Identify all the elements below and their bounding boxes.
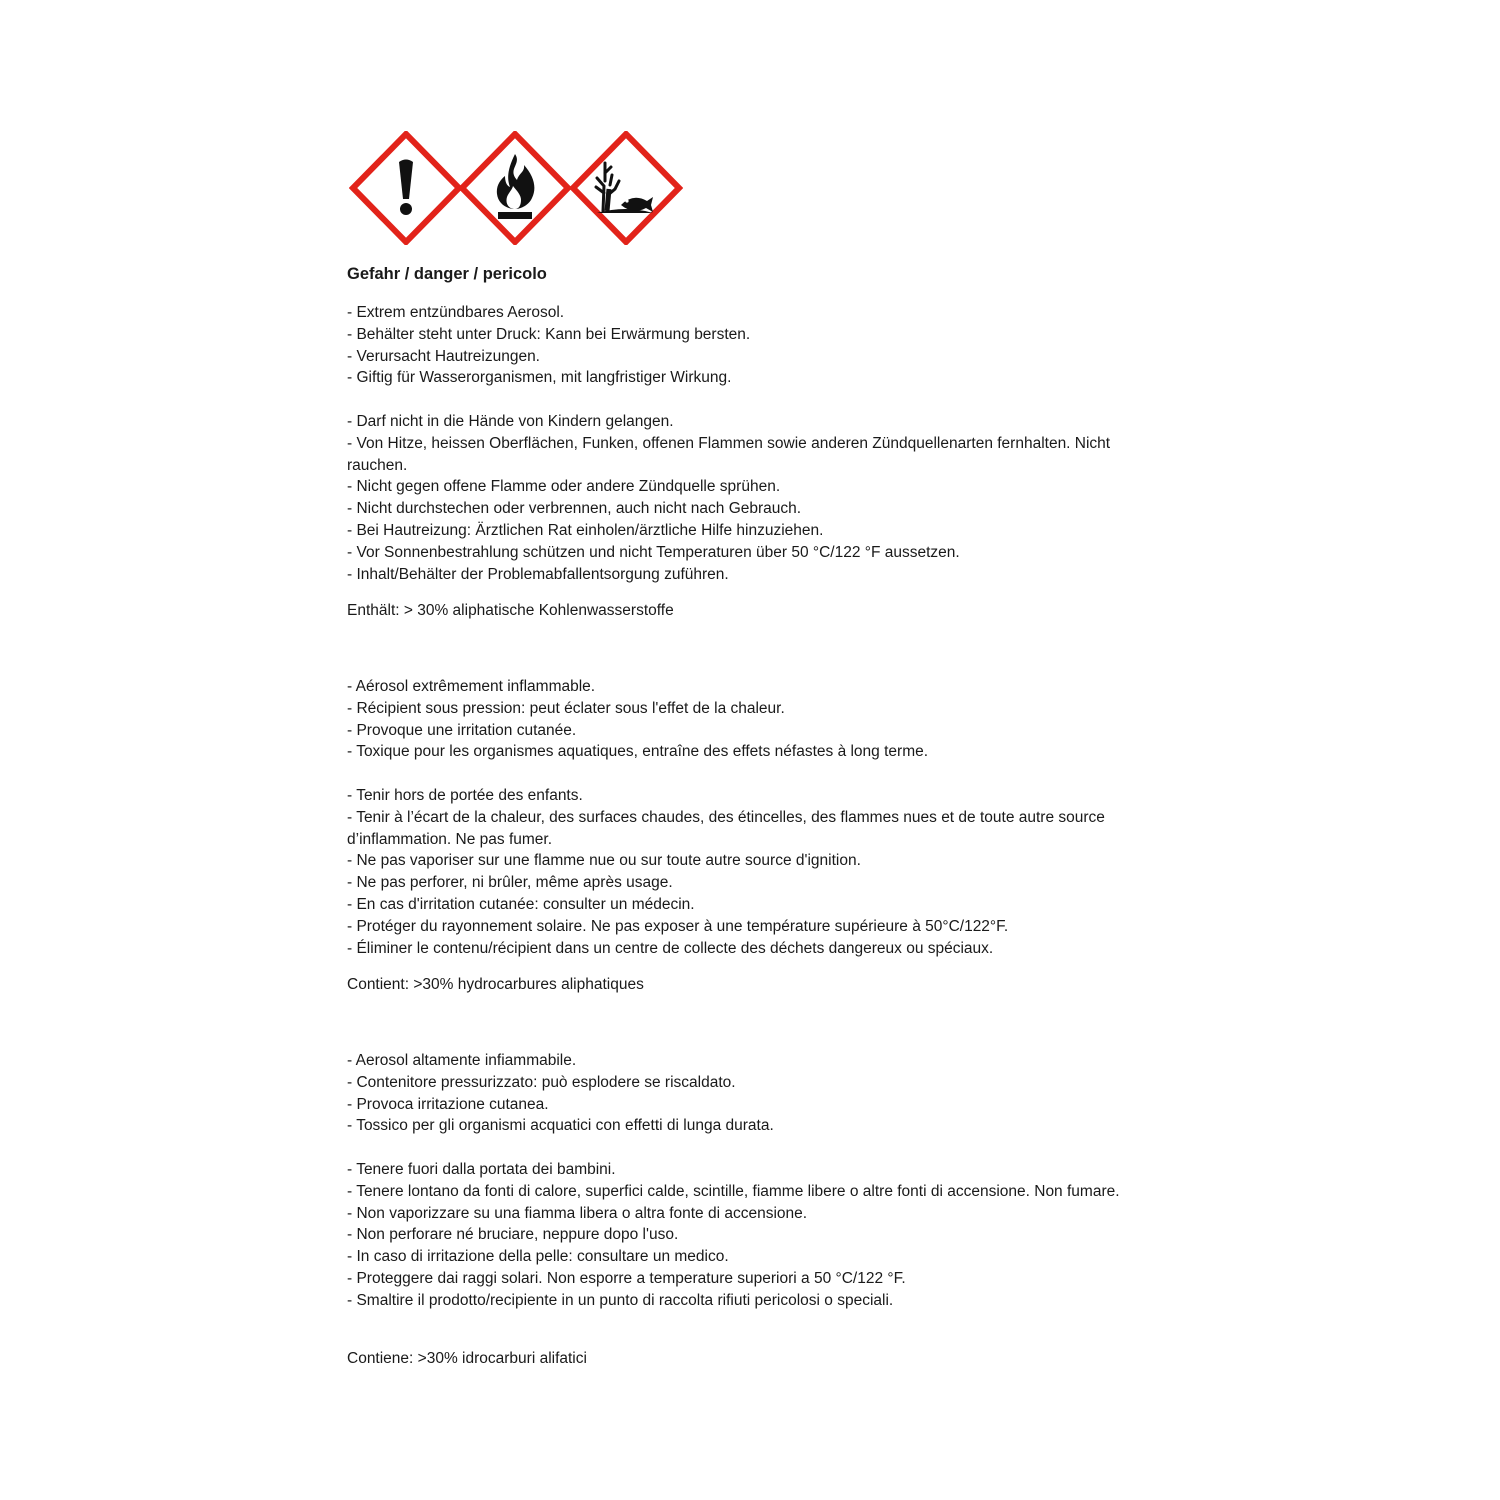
list-item: - Inhalt/Behälter der Problemabfallentsorgung zuführen. <box>347 565 729 583</box>
list-item: - Vor Sonnenbestrahlung schützen und nicht Temperaturen über 50 °C/122 °F aussetzen. <box>347 543 960 561</box>
list-item: - Tenere lontano da fonti di calore, superfici calde, scintille, fiamme libere o altre fonti di accensione. Non fumare. <box>347 1182 1120 1200</box>
de-contains: Enthält: > 30% aliphatische Kohlenwasserstoffe <box>347 602 674 619</box>
fr-contains: Contient: >30% hydrocarbures aliphatiques <box>347 976 644 993</box>
list-item: - Aérosol extrêmement inflammable. <box>347 678 596 695</box>
fr-hazard-statements <box>347 676 1167 763</box>
list-item: - Tossico per gli organismi acquatici con effetti di lunga durata. <box>347 1117 774 1135</box>
list-item: - Nicht durchstechen oder verbrennen, auch nicht nach Gebrauch. <box>347 500 802 518</box>
list-item: - Tenir hors de portée des enfants. <box>347 787 583 804</box>
list-item: - Ne pas perforer, ni brûler, même après usage. <box>347 874 673 892</box>
list-item: - Provoca irritazione cutanea. <box>347 1095 549 1113</box>
list-item: - Non perforare né bruciare, neppure dopo l'uso. <box>347 1226 679 1244</box>
it-precautionary-statements <box>347 1159 1167 1312</box>
list-item: - Ne pas vaporiser sur une flamme nue ou sur toute autre source d'ignition. <box>347 852 861 870</box>
it-contains: Contiene: >30% idrocarburi alifatici <box>347 1350 587 1367</box>
hazard-pictograms <box>349 131 683 245</box>
list-item: - Tenere fuori dalla portata dei bambini. <box>347 1161 616 1178</box>
exclamation-mark-icon <box>353 134 459 242</box>
it-hazard-statements <box>347 1050 1167 1137</box>
list-item: - Bei Hautreizung: Ärztlichen Rat einholen/ärztliche Hilfe hinzuziehen. <box>347 521 824 539</box>
list-item: - Tenir à l’écart de la chaleur, des surfaces chaudes, des étincelles, des flammes nues et de toute autre source d’inflammation. Ne pas fumer. <box>347 808 1105 848</box>
list-item: - En cas d'irritation cutanée: consulter un médecin. <box>347 895 695 913</box>
list-item: - Provoque une irritation cutanée. <box>347 721 577 739</box>
list-item: - Nicht gegen offene Flamme oder andere Zündquelle sprühen. <box>347 478 781 496</box>
list-item: - Aerosol altamente infiammabile. <box>347 1052 577 1069</box>
signal-word: Gefahr / danger / pericolo <box>347 265 547 283</box>
de-precautionary-statements <box>347 411 1167 585</box>
list-item: - Éliminer le contenu/récipient dans un centre de collecte des déchets dangereux ou spéciaux. <box>347 939 994 957</box>
list-item: - Toxique pour les organismes aquatiques, entraîne des effets néfastes à long terme. <box>347 743 929 761</box>
environment-icon <box>573 134 679 242</box>
list-item: - Protéger du rayonnement solaire. Ne pas exposer à une température supérieure à 50°C/122°F. <box>347 917 1009 935</box>
list-item: - In caso di irritazione della pelle: consultare un medico. <box>347 1248 729 1266</box>
list-item: - Non vaporizzare su una fiamma libera o altra fonte di accensione. <box>347 1204 808 1222</box>
list-item: - Verursacht Hautreizungen. <box>347 347 540 365</box>
fr-precautionary-statements <box>347 785 1167 959</box>
list-item: - Extrem entzündbares Aerosol. <box>347 304 565 321</box>
list-item: - Darf nicht in die Hände von Kindern gelangen. <box>347 413 674 430</box>
list-item: - Smaltire il prodotto/recipiente in un punto di raccolta rifiuti pericolosi o speciali. <box>347 1291 894 1309</box>
list-item: - Contenitore pressurizzato: può esplodere se riscaldato. <box>347 1073 736 1091</box>
list-item: - Giftig für Wasserorganismen, mit langfristiger Wirkung. <box>347 369 732 387</box>
list-item: - Proteggere dai raggi solari. Non esporre a temperature superiori a 50 °C/122 °F. <box>347 1269 906 1287</box>
de-hazard-statements <box>347 302 1167 389</box>
list-item: - Von Hitze, heissen Oberflächen, Funken, offenen Flammen sowie anderen Zündquellenarten fernhalten. Nicht rauchen. <box>347 434 1111 474</box>
flame-icon <box>462 134 568 242</box>
list-item: - Behälter steht unter Druck: Kann bei Erwärmung bersten. <box>347 325 751 343</box>
list-item: - Récipient sous pression: peut éclater sous l'effet de la chaleur. <box>347 699 785 717</box>
